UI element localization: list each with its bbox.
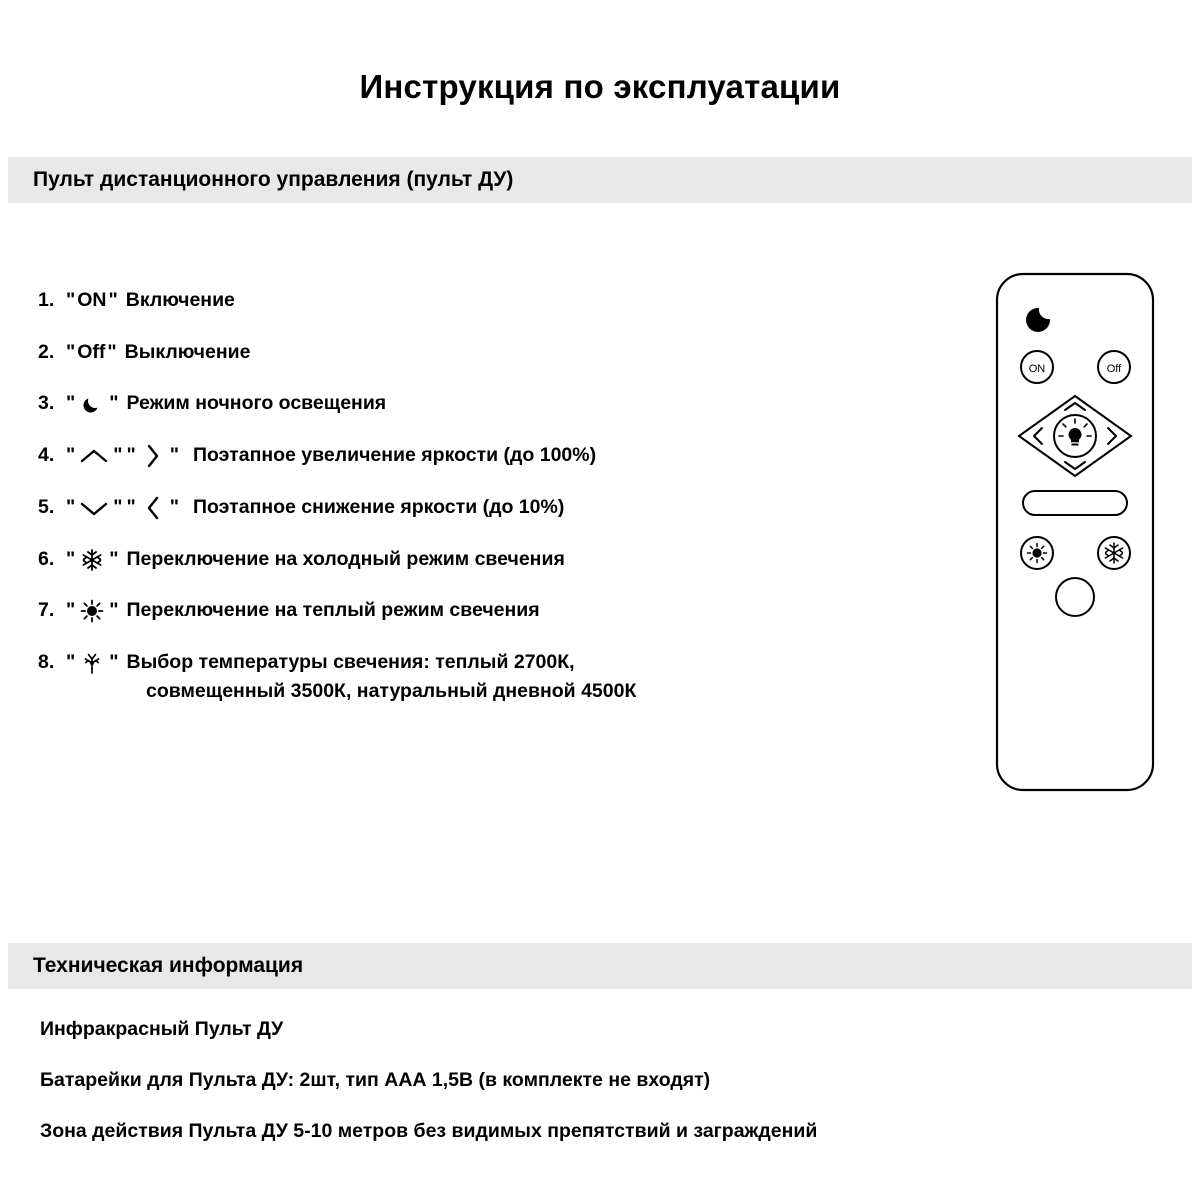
list-item-number: 7. — [38, 599, 55, 622]
svg-text:Off: Off — [1106, 363, 1122, 375]
tech-info-line: Батарейки для Пульта ДУ: 2шт, тип ААА 1,5В (в комплекте не входят) — [40, 1069, 711, 1091]
quote-open: " — [66, 444, 76, 467]
quote-close: " — [109, 651, 119, 674]
list-item — [38, 288, 898, 314]
on-label: ON — [77, 289, 107, 311]
quote-open: " — [66, 495, 76, 518]
list-item-text: Выбор температуры свечения: теплый 2700К, — [126, 651, 575, 674]
half-sun-snowflake-icon — [77, 651, 107, 675]
list-item — [38, 650, 898, 676]
chevron-up-icon — [77, 444, 111, 468]
section-header-remote — [8, 157, 1192, 203]
list-item-text: Поэтапное увеличение яркости (до 100%) — [193, 444, 597, 467]
off-label: Off — [77, 340, 106, 363]
section-header-remote-label: Пульт дистанционного управления (пульт ДУ) — [33, 168, 514, 191]
list-item-number: 6. — [38, 547, 55, 570]
list-item-text: Включение — [125, 289, 235, 311]
section-header-tech — [8, 943, 1192, 989]
list-item-number: 1. — [38, 289, 55, 311]
quote-open: " — [66, 340, 76, 363]
quote-open: " — [66, 651, 76, 674]
chevron-down-icon — [77, 496, 111, 520]
quote-open: " — [66, 547, 76, 570]
tech-info-line: Зона действия Пульта ДУ 5-10 метров без видимых препятствий и заграждений — [40, 1120, 818, 1142]
section-header-tech-label: Техническая информация — [33, 954, 304, 977]
moon-icon — [77, 392, 107, 416]
list-item — [38, 598, 898, 624]
quote-close: " — [107, 340, 117, 363]
quote-close: " — [113, 495, 123, 518]
list-item — [38, 443, 898, 469]
remote-instruction-list — [38, 288, 898, 729]
quote-close-2: " — [169, 444, 179, 467]
chevron-left-icon — [138, 496, 168, 520]
svg-text:ON: ON — [1028, 363, 1046, 375]
remote-control-illustration — [995, 272, 1155, 797]
quote-close: " — [109, 547, 119, 570]
list-item-text: Выключение — [124, 340, 251, 363]
tech-info-line: Инфракрасный Пульт ДУ — [40, 1018, 284, 1040]
quote-close: " — [108, 289, 118, 311]
list-item-number: 3. — [38, 392, 55, 415]
sun-icon — [77, 599, 107, 623]
list-item-text: Поэтапное снижение яркости (до 10%) — [193, 495, 565, 518]
list-item-text: Режим ночного освещения — [126, 392, 387, 415]
list-item — [38, 391, 898, 417]
list-item-number: 4. — [38, 444, 55, 467]
list-item-text: Переключение на теплый режим свечения — [126, 599, 540, 622]
list-item-number: 5. — [38, 495, 55, 518]
list-item-text-continued: совмещенный 3500К, натуральный дневной 4500К — [146, 679, 637, 702]
quote-open: " — [66, 392, 76, 415]
list-item — [38, 495, 898, 521]
quote-close: " — [109, 392, 119, 415]
page-title: Инструкция по эксплуатации — [359, 68, 841, 105]
list-item-number: 2. — [38, 340, 55, 363]
list-item-number: 8. — [38, 651, 55, 674]
tech-info-list — [40, 1018, 1160, 1171]
list-item-text: Переключение на холодный режим свечения — [126, 547, 565, 570]
quote-open: " — [66, 289, 76, 311]
quote-open: " — [66, 599, 76, 622]
quote-open-2: " — [126, 444, 136, 467]
quote-open-2: " — [126, 495, 136, 518]
quote-close-2: " — [169, 495, 179, 518]
snowflake-icon — [77, 548, 107, 572]
list-item — [38, 547, 898, 573]
chevron-right-icon — [138, 444, 168, 468]
quote-close: " — [113, 444, 123, 467]
quote-close: " — [109, 599, 119, 622]
list-item — [38, 340, 898, 366]
